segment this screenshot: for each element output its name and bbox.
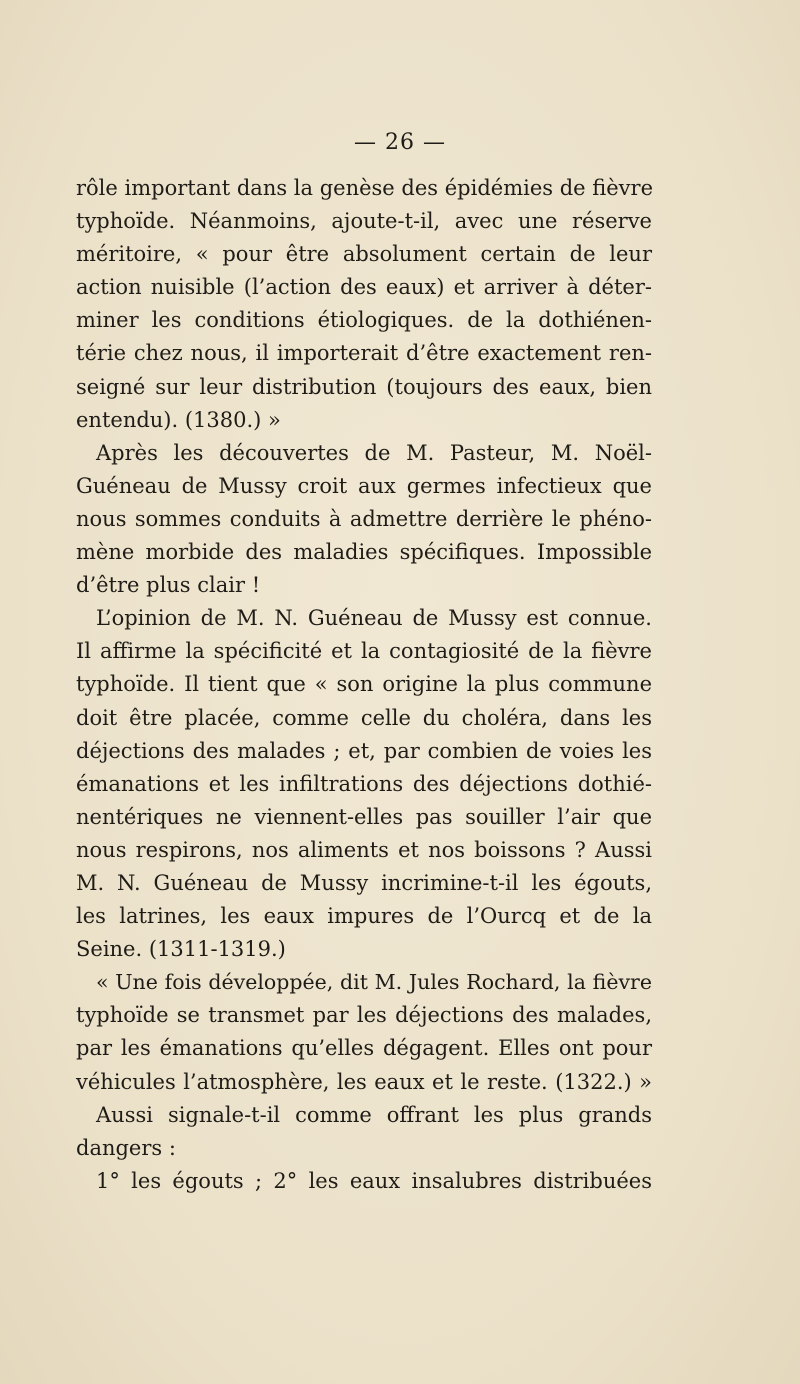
text-line: typhoïde. Il tient que « son origine la plus commune: [76, 672, 652, 697]
page-number: — 26 —: [354, 130, 446, 155]
text-line: nentériques ne viennent-elles pas souiller l’air que: [76, 804, 652, 829]
text-line: mène morbide des maladies spécifiques. Impossible: [76, 540, 652, 565]
text-line: déjections des malades ; et, par combien de voies les: [76, 738, 652, 763]
text-line: térie chez nous, il importerait d’être exactement ren-: [76, 341, 652, 366]
text-line: 1° les égouts ; 2° les eaux insalubres distribuées: [96, 1168, 652, 1193]
text-line: d’être plus clair !: [76, 573, 261, 598]
text-line: miner les conditions étiologiques. de la dothiénen-: [76, 308, 652, 333]
text-line: « Une fois développée, dit M. Jules Rochard, la fièvre: [96, 970, 652, 995]
text-line: entendu). (1380.) »: [76, 407, 281, 432]
text-line: Aussi signale-t-il comme offrant les plus grands: [96, 1102, 652, 1127]
text-line: M. N. Guéneau de Mussy incrimine-t-il les égouts,: [76, 870, 652, 895]
text-line: dangers :: [76, 1135, 176, 1160]
text-line: doit être placée, comme celle du choléra, dans les: [76, 705, 652, 730]
text-line: action nuisible (l’action des eaux) et arriver à déter-: [76, 275, 652, 300]
text-line: L’opinion de M. N. Guéneau de Mussy est connue.: [96, 606, 652, 631]
text-line: par les émanations qu’elles dégagent. Elles ont pour: [76, 1036, 652, 1061]
text-line: Après les découvertes de M. Pasteur, M. Noël-: [96, 440, 652, 465]
text-line: les latrines, les eaux impures de l’Ourcq et de la: [76, 904, 652, 929]
text-line: Guéneau de Mussy croit aux germes infectieux que: [76, 473, 652, 498]
body-text: [76, 172, 652, 1198]
text-line: nous sommes conduits à admettre derrière le phéno-: [76, 506, 652, 531]
text-line: Il affirme la spécificité et la contagiosité de la fièvre: [76, 639, 652, 664]
text-line: Seine. (1311-1319.): [76, 937, 286, 962]
text-line: seigné sur leur distribution (toujours des eaux, bien: [76, 374, 652, 399]
text-line: méritoire, « pour être absolument certain de leur: [76, 242, 652, 267]
text-line: émanations et les infiltrations des déjections dothié-: [76, 771, 652, 796]
text-line: typhoïde. Néanmoins, ajoute-t-il, avec une réserve: [76, 209, 652, 234]
text-line: nous respirons, nos aliments et nos boissons ? Aussi: [76, 837, 652, 862]
text-line: typhoïde se transmet par les déjections des malades,: [76, 1003, 652, 1028]
text-line: véhicules l’atmosphère, les eaux et le reste. (1322.) »: [76, 1069, 652, 1094]
text-line: rôle important dans la genèse des épidémies de fièvre: [76, 176, 654, 200]
